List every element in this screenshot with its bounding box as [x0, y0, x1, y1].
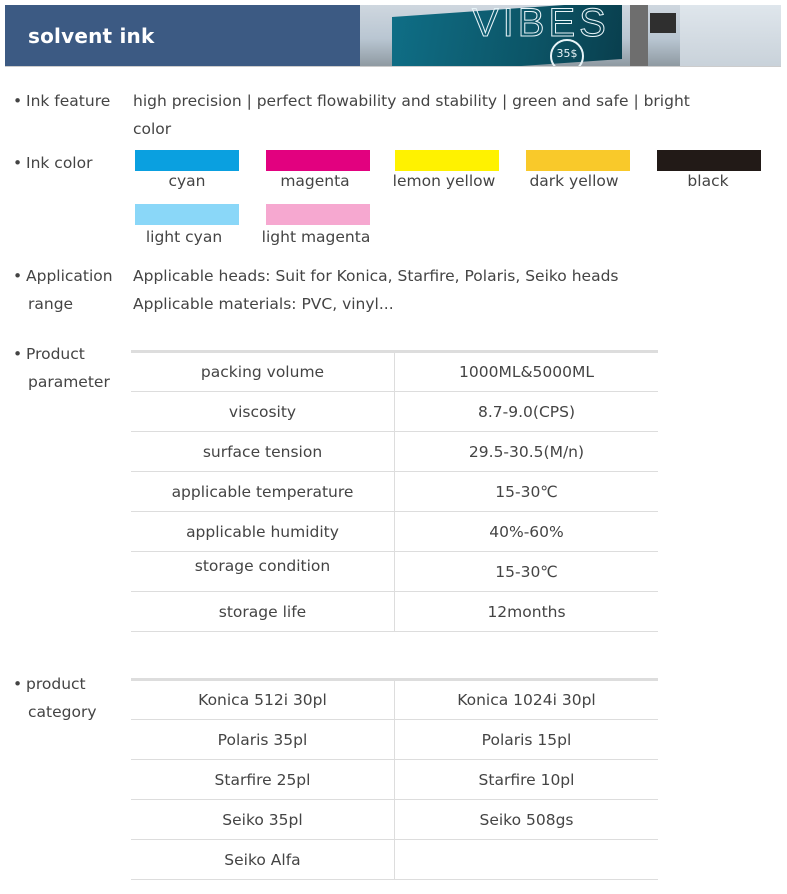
param-value: 15-30℃: [395, 552, 659, 592]
billboard-text: VIBES: [472, 5, 610, 45]
banner-photo: [360, 5, 781, 66]
param-name: packing volume: [131, 352, 395, 392]
product-category-label: • product category: [13, 675, 97, 721]
color-swatch-magenta: [266, 150, 370, 171]
param-value: 15-30℃: [395, 472, 659, 512]
table-row: [131, 800, 658, 840]
color-swatch-cyan: [135, 150, 239, 171]
table-row: [131, 592, 658, 632]
param-name: viscosity: [131, 392, 395, 432]
table-row: [131, 512, 658, 552]
color-swatch-light-cyan: [135, 204, 239, 225]
billboard-small-sign: [650, 13, 676, 33]
ink-feature-label: • Ink feature: [13, 92, 111, 110]
table-row: [131, 352, 658, 392]
billboard-badge: 35$: [550, 39, 584, 66]
color-label-light-cyan: light cyan: [145, 228, 223, 246]
table-row: [131, 840, 658, 880]
param-value: 29.5-30.5(M/n): [395, 432, 659, 472]
category-item: Seiko 35pl: [131, 800, 395, 840]
category-item: Starfire 25pl: [131, 760, 395, 800]
color-label-lemon-yellow: lemon yellow: [392, 172, 496, 190]
param-name: applicable temperature: [131, 472, 395, 512]
applicable-materials: Applicable materials: PVC, vinyl...: [133, 295, 394, 313]
color-swatch-light-magenta: [266, 204, 370, 225]
color-swatch-dark-yellow: [526, 150, 630, 171]
param-name: applicable humidity: [131, 512, 395, 552]
product-category-table: [131, 678, 658, 880]
table-row: [131, 760, 658, 800]
table-row: [131, 392, 658, 432]
ink-color-label: • Ink color: [13, 154, 93, 172]
category-item: Konica 512i 30pl: [131, 680, 395, 720]
header-banner: [5, 5, 781, 66]
param-name: storage condition: [131, 552, 395, 592]
color-swatch-lemon-yellow: [395, 150, 499, 171]
ink-feature-text: [133, 87, 690, 143]
billboard-pole: [630, 5, 648, 66]
category-item: Polaris 15pl: [395, 720, 659, 760]
header-divider: [5, 66, 781, 67]
application-range-text: [133, 262, 619, 318]
page-title: solvent ink: [28, 24, 155, 48]
color-swatch-black: [657, 150, 761, 171]
ink-feature-line1: high precision | perfect flowability and stability | green and safe | bright: [133, 92, 690, 110]
banner-sky: [680, 5, 781, 66]
param-value: 12months: [395, 592, 659, 632]
table-row: [131, 680, 658, 720]
product-parameter-table: [131, 350, 658, 632]
category-item: Polaris 35pl: [131, 720, 395, 760]
applicable-heads: Applicable heads: Suit for Konica, Starfire, Polaris, Seiko heads: [133, 267, 619, 285]
application-range-label: • Application range: [13, 267, 113, 313]
category-item: Starfire 10pl: [395, 760, 659, 800]
param-name: surface tension: [131, 432, 395, 472]
table-row: [131, 552, 658, 592]
param-value: 40%-60%: [395, 512, 659, 552]
param-name: storage life: [131, 592, 395, 632]
color-label-magenta: magenta: [280, 172, 350, 190]
param-value: 8.7-9.0(CPS): [395, 392, 659, 432]
color-label-dark-yellow: dark yellow: [529, 172, 619, 190]
table-row: [131, 472, 658, 512]
color-label-black: black: [687, 172, 729, 190]
param-value: 1000ML&5000ML: [395, 352, 659, 392]
category-item: Seiko Alfa: [131, 840, 395, 880]
table-row: [131, 432, 658, 472]
category-item: Seiko 508gs: [395, 800, 659, 840]
product-parameter-label: • Product parameter: [13, 345, 110, 391]
table-row: [131, 720, 658, 760]
category-item: Konica 1024i 30pl: [395, 680, 659, 720]
category-item: [395, 840, 659, 880]
color-label-cyan: cyan: [168, 172, 206, 190]
ink-feature-line2: color: [133, 120, 172, 138]
color-label-light-magenta: light magenta: [261, 228, 371, 246]
